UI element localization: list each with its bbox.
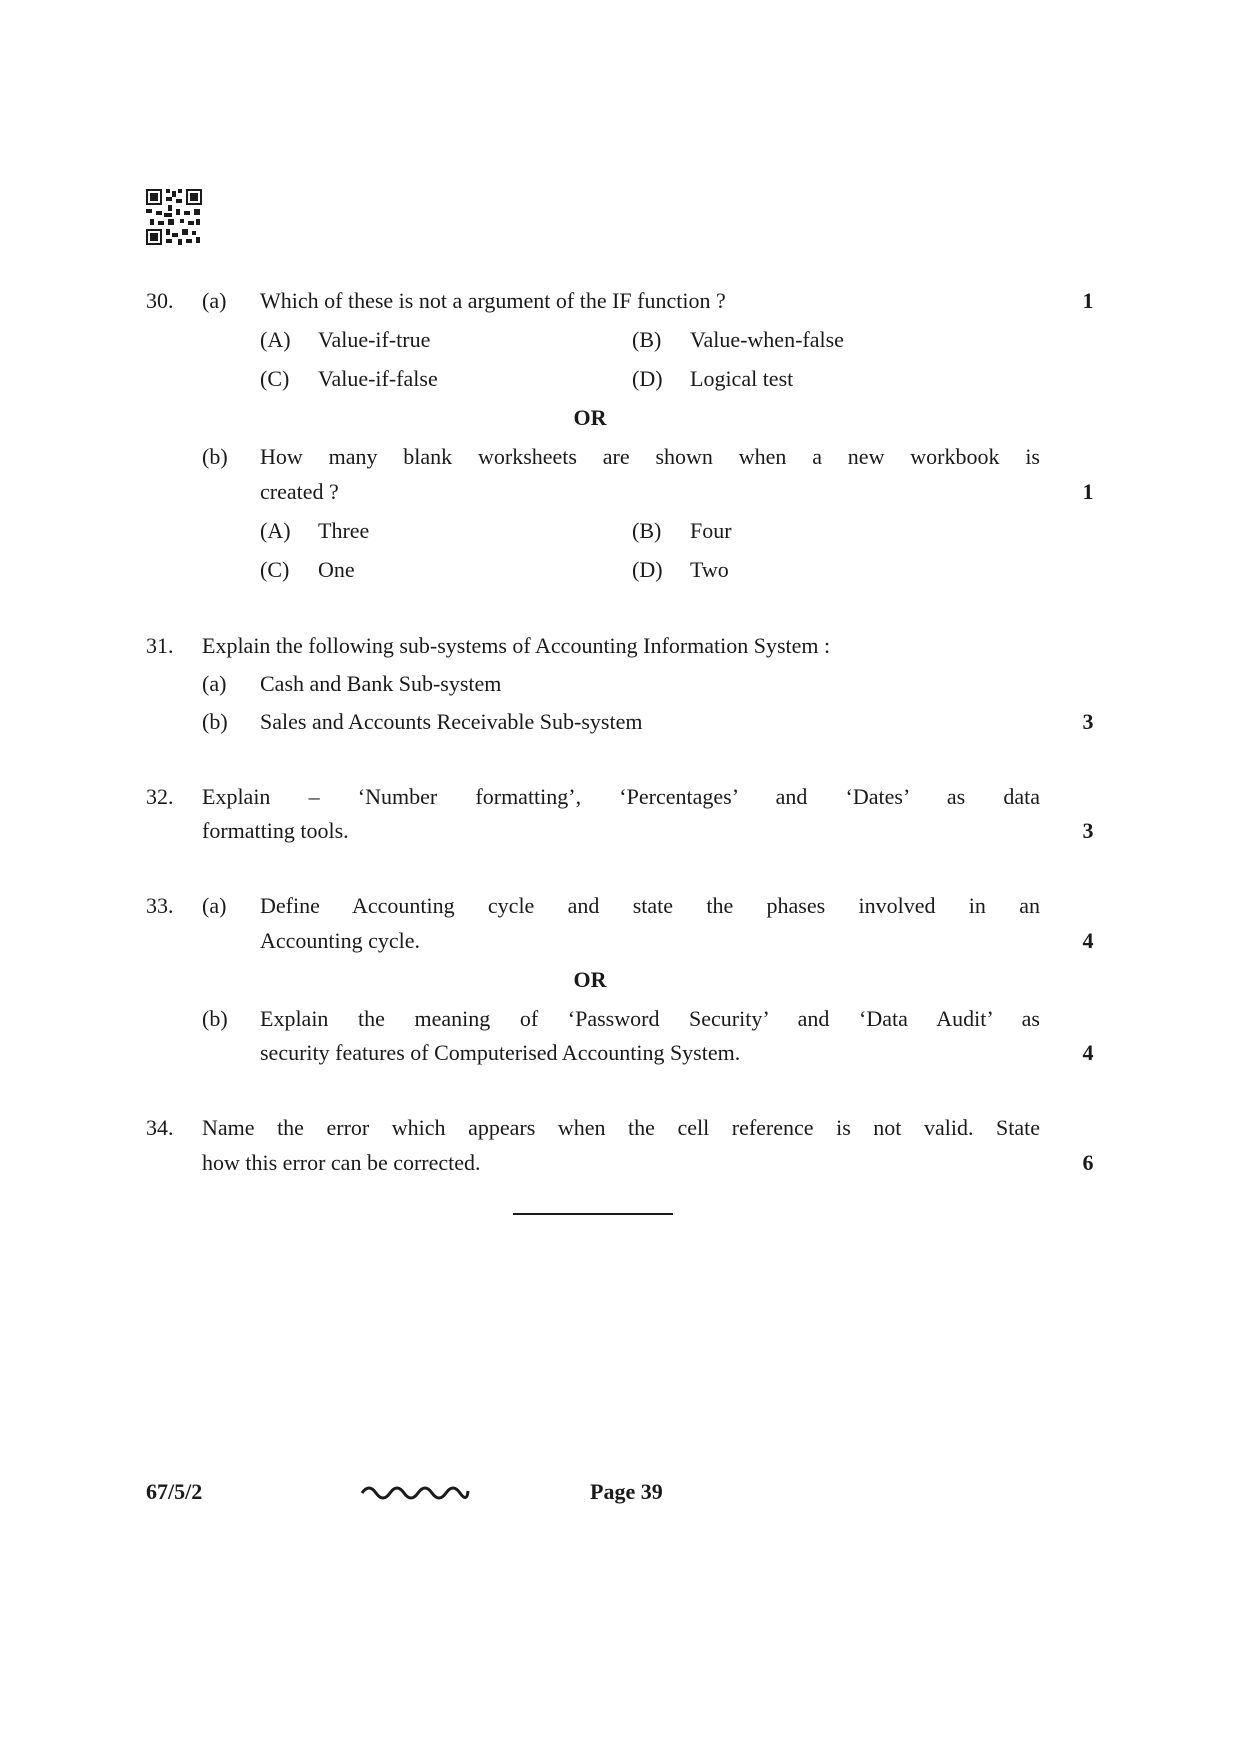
q30-b-options-row-1 [0,514,1241,548]
marks: 4 [1082,928,1094,953]
end-of-paper-rule [513,1213,673,1215]
option-text: Four [690,518,732,543]
question-text-continued: Accounting cycle. [260,928,421,953]
squiggle-ornament [360,1481,470,1501]
marks: 6 [1082,1150,1094,1175]
q30-or-row [0,401,1241,435]
or-separator: OR [573,967,607,992]
sub-text: Cash and Bank Sub-system [260,671,502,696]
option-letter: (D) [632,366,663,391]
q32-row-2 [0,814,1241,848]
q30-a-row [0,284,1241,318]
q34-row-2 [0,1146,1241,1180]
option-letter: (B) [632,518,662,543]
question-number: 33. [146,893,174,918]
question-text: Explain – ‘Number formatting’, ‘Percentages’ and ‘Dates’ as data [202,784,1040,809]
sub-label: (b) [202,444,228,469]
question-text: Explain the following sub-systems of Accounting Information System : [202,633,831,658]
question-number: 30. [146,288,174,313]
marks: 3 [1082,818,1094,843]
q30-a-options-row-2 [0,362,1241,396]
q31-b-row [0,705,1241,739]
option-text: Two [690,557,729,582]
q31-row [0,629,1241,663]
question-text-continued: formatting tools. [202,818,349,843]
q30-b-row-2 [0,475,1241,509]
option-letter: (D) [632,557,663,582]
question-text: Define Accounting cycle and state the phases involved in an [260,893,1040,918]
option-text: Three [318,518,370,543]
page-number: Page 39 [590,1479,663,1504]
q33-b-row-1 [0,1002,1241,1036]
q30-a-options-row-1 [0,323,1241,357]
marks: 1 [1082,479,1094,504]
q34-row-1 [0,1111,1241,1145]
marks: 3 [1082,709,1094,734]
sub-label: (a) [202,671,227,696]
option-text: Logical test [690,366,794,391]
q33-a-row-2 [0,924,1241,958]
q33-b-row-2 [0,1036,1241,1070]
or-separator: OR [573,405,607,430]
q30-b-row-1 [0,440,1241,474]
qr-code [146,189,202,245]
question-number: 31. [146,633,174,658]
question-text-continued: how this error can be corrected. [202,1150,481,1175]
sub-label: (a) [202,893,227,918]
q33-a-row-1 [0,889,1241,923]
q32-row-1 [0,780,1241,814]
question-number: 34. [146,1115,174,1140]
q30-b-options-row-2 [0,553,1241,587]
option-letter: (C) [260,366,290,391]
sub-label: (a) [202,288,227,313]
question-text-continued: security features of Computerised Accounting System. [260,1040,741,1065]
option-text: Value-if-true [318,327,431,352]
question-text: Name the error which appears when the cell reference is not valid. State [202,1115,1040,1140]
option-letter: (A) [260,518,291,543]
option-letter: (A) [260,327,291,352]
sub-label: (b) [202,1006,228,1031]
q31-a-row [0,667,1241,701]
marks: 1 [1082,288,1094,313]
q33-or-row [0,963,1241,997]
option-letter: (C) [260,557,290,582]
question-number: 32. [146,784,174,809]
question-text-continued: created ? [260,479,339,504]
sub-label: (b) [202,709,228,734]
question-text: Explain the meaning of ‘Password Security’ and ‘Data Audit’ as [260,1006,1040,1031]
option-text: Value-if-false [318,366,438,391]
option-text: One [318,557,355,582]
sub-text: Sales and Accounts Receivable Sub-system [260,709,643,734]
question-text: How many blank worksheets are shown when a new workbook is [260,444,1040,469]
marks: 4 [1082,1040,1094,1065]
paper-code: 67/5/2 [146,1479,203,1504]
question-text: Which of these is not a argument of the IF function ? [260,288,726,313]
option-letter: (B) [632,327,662,352]
option-text: Value-when-false [690,327,844,352]
